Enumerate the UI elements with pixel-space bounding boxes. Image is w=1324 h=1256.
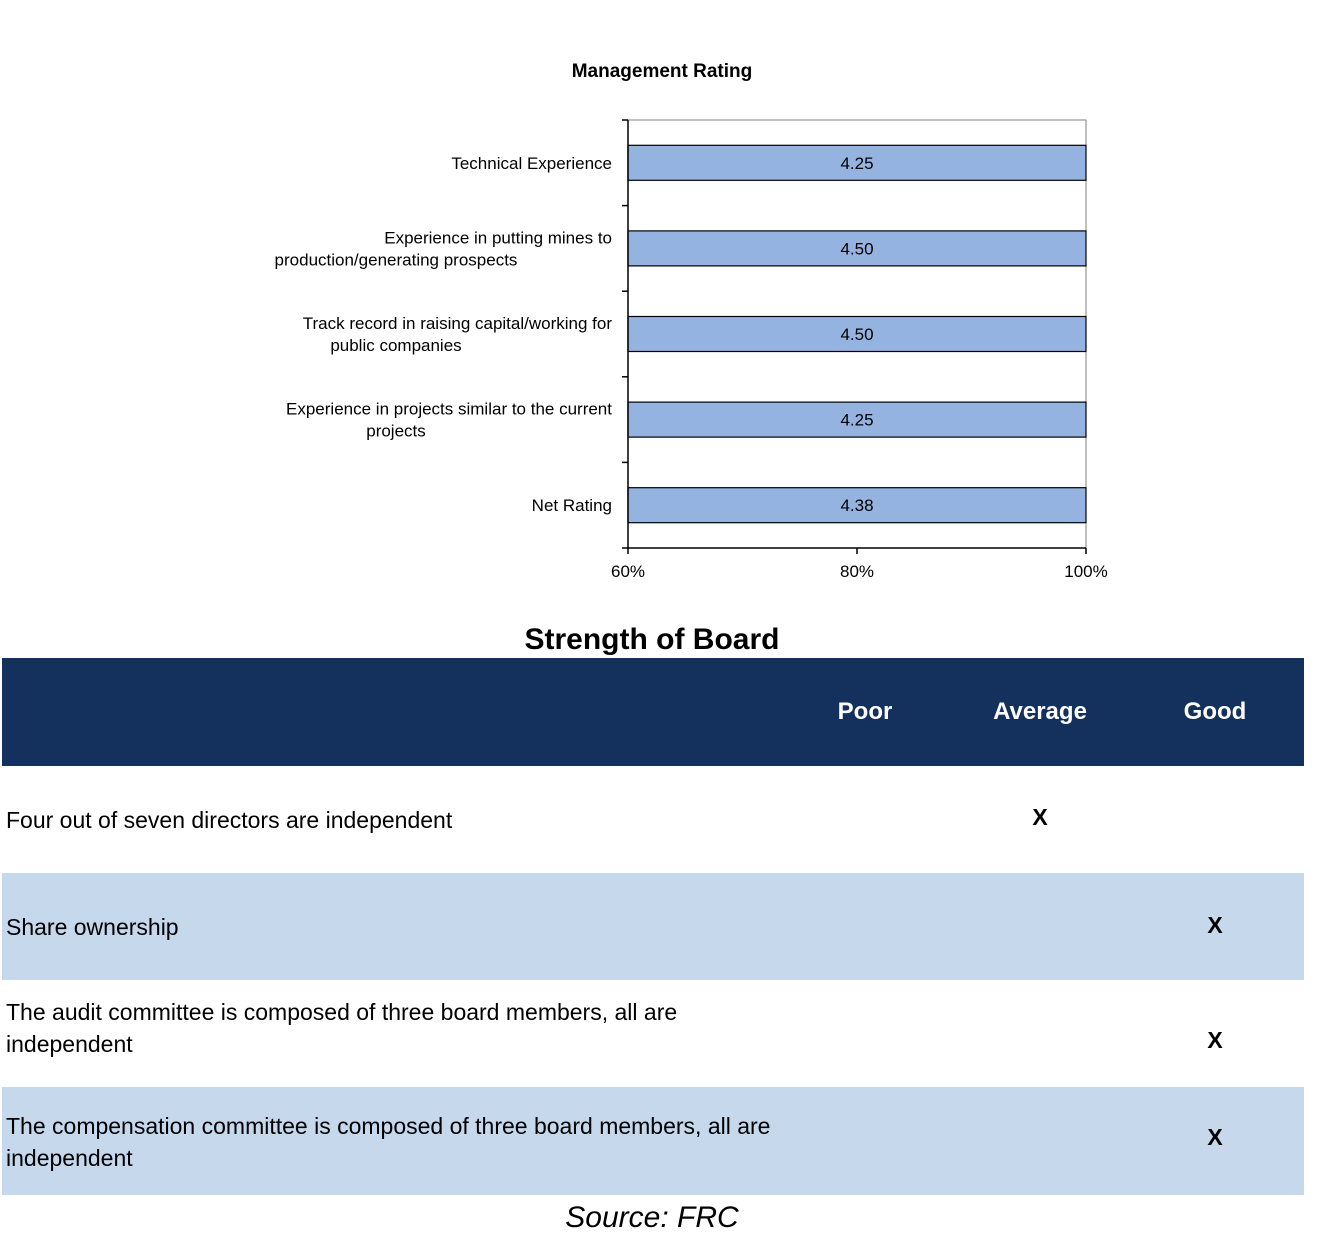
category-label: public companies	[330, 336, 462, 355]
bar-value-label: 4.25	[840, 410, 874, 430]
chart-svg	[0, 0, 1324, 600]
board-table	[2, 658, 1304, 1195]
bar-value-label: 4.50	[840, 239, 874, 259]
chart-title: Management Rating	[571, 61, 753, 82]
category-label: Experience in putting mines to	[384, 228, 612, 248]
rating-mark-good: X	[1207, 912, 1223, 938]
column-header-poor: Poor	[837, 698, 893, 725]
row-description: Share ownership	[6, 914, 179, 940]
category-label: production/generating prospects	[274, 250, 518, 270]
column-header-good: Good	[1183, 698, 1247, 725]
bar-value-label: 4.38	[840, 496, 874, 516]
x-tick-label: 60%	[610, 562, 646, 581]
row-description: The compensation committee is composed of three board members, all are independent	[6, 1113, 771, 1171]
column-header-average: Average	[993, 698, 1087, 725]
row-description: The audit committee is composed of three board members, all are independent	[6, 999, 678, 1057]
rating-mark-good: X	[1207, 1027, 1223, 1053]
table-row	[2, 1087, 1304, 1195]
board-rows	[2, 766, 1304, 1195]
category-label: Technical Experience	[451, 153, 612, 173]
bar-value-label: 4.25	[840, 153, 874, 173]
x-tick-label: 100%	[1064, 562, 1108, 581]
x-tick-label: 80%	[839, 562, 875, 581]
management-rating-chart	[0, 0, 1324, 600]
table-row	[2, 766, 1304, 873]
board-header	[2, 658, 1304, 766]
table-row	[2, 873, 1304, 980]
category-label: Net Rating	[531, 496, 612, 516]
table-row	[2, 980, 1304, 1087]
category-label: projects	[366, 421, 426, 441]
board-title: Strength of Board	[524, 623, 780, 656]
row-description: Four out of seven directors are independent	[6, 807, 453, 833]
rating-mark-average: X	[1032, 804, 1048, 830]
rating-mark-good: X	[1207, 1124, 1223, 1150]
source-note: Source: FRC	[565, 1201, 739, 1234]
bar-value-label: 4.50	[840, 325, 874, 344]
category-label: Track record in raising capital/working for	[302, 314, 612, 333]
category-label: Experience in projects similar to the current	[286, 399, 612, 419]
